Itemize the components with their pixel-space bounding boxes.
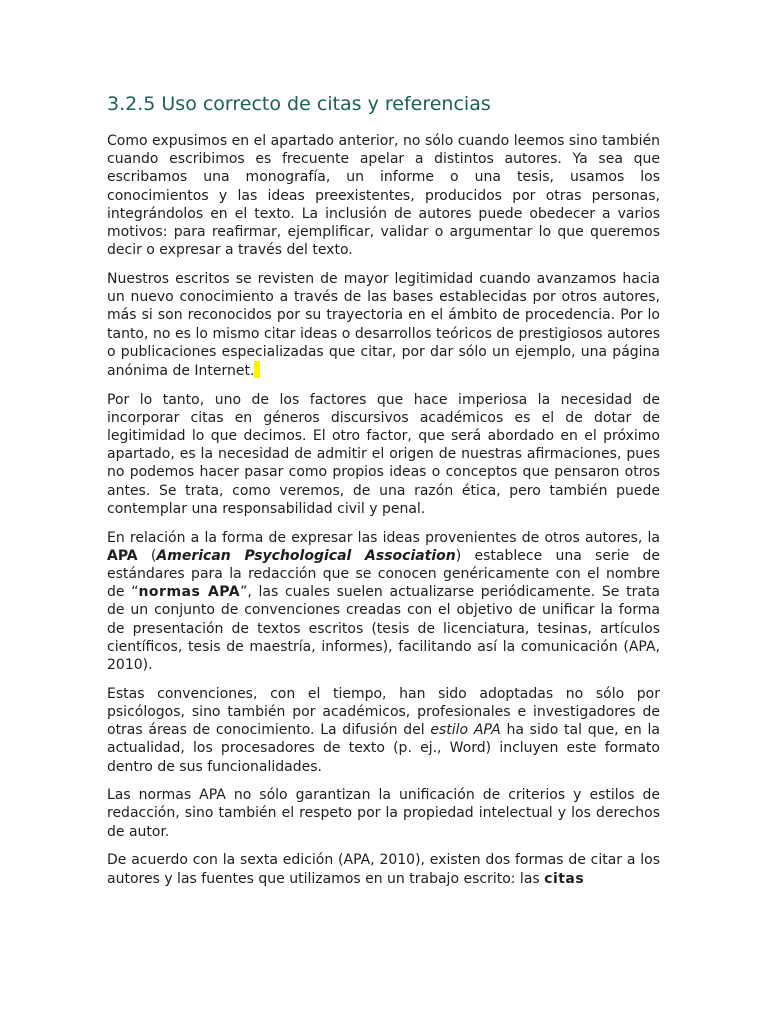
paragraph-4-text-2: ( — [137, 547, 157, 564]
paragraph-7-text-1: De acuerdo con la sexta edición (APA, 2010), existen dos formas de citar a los autores y las fuentes que utilizamos en un trabajo escrito: las — [107, 852, 660, 887]
paragraph-4 — [107, 529, 660, 675]
paragraph-7 — [107, 851, 660, 887]
paragraph-2-text: Nuestros escritos se revisten de mayor legitimidad cuando avanzamos hacia un nuevo conocimiento a través de las bases establecidas por otros autores, más si son reconocidos por su trayectoria en el ámbito de procedencia. Por lo tanto, no es lo mismo citar ideas o desarrollos teóricos de prestigiosos autores o publicaciones especializadas que citar, por dar sólo un ejemplo, una página anónima de Internet. — [107, 270, 660, 379]
normas-apa-term: normas APA — [138, 584, 241, 601]
apa-acronym: APA — [107, 547, 138, 564]
citas-term: citas — [544, 870, 585, 887]
paragraph-2 — [107, 270, 660, 380]
paragraph-4-text-3: ) establece una serie de estándares para la redacción que se conocen genéricamente con el nombre de “ — [107, 547, 660, 601]
paragraph-5-text-1: Estas convenciones, con el tiempo, han sido adoptadas no sólo por psicólogos, sino también por académicos, profesionales e investigadores de otras áreas de conocimiento. La difusión del — [107, 685, 660, 739]
section-heading: 3.2.5 Uso correcto de citas y referencias — [107, 93, 491, 115]
text-highlight-mark — [254, 361, 260, 378]
paragraph-5-text-2: ha sido tal que, en la actualidad, los procesadores de texto (p. ej., Word) incluyen este formato dentro de sus funcionalidades. — [107, 722, 660, 775]
paragraph-4-text-1: En relación a la forma de expresar las ideas provenientes de otros autores, la — [107, 529, 660, 546]
paragraph-3: Por lo tanto, uno de los factores que hace imperiosa la necesidad de incorporar citas en géneros discursivos académicos es el de dotar de legitimidad lo que decimos. El otro factor, que será abordado en el próximo apartado, es la necesidad de admitir el origen de nuestras afirmaciones, pues no podemos hacer pasar como propios ideas o conceptos que pensaron otros antes. Se trata, como veremos, de una razón ética, pero también puede contemplar una responsabilidad civil y penal. — [107, 391, 660, 517]
paragraph-6: Las normas APA no sólo garantizan la unificación de criterios y estilos de redacción, sino también el respeto por la propiedad intelectual y los derechos de autor. — [107, 787, 660, 840]
paragraph-1: Como expusimos en el apartado anterior, no sólo cuando leemos sino también cuando escribimos es frecuente apelar a distintos autores. Ya sea que escribamos una monografía, un informe o una tesis, usamos los conocimientos y las ideas preexistentes, producidos por otras personas, integrándolos en el texto. La inclusión de autores puede obedecer a varios motivos: para reafirmar, ejemplificar, validar o argumentar lo que queremos decir o expresar a través del texto. — [107, 133, 660, 259]
paragraph-4-text-4: ”, las cuales suelen actualizarse periódicamente. Se trata de un conjunto de convenciones creadas con el objetivo de unificar la forma de presentación de textos escritos (tesis de licenciatura, tesinas, artículos científicos, tesis de maestría, informes), facilitando así la comunicación (APA, 2010). — [107, 584, 661, 673]
apa-full-name: American Psychological Association — [156, 547, 456, 564]
document-page — [107, 92, 660, 898]
paragraph-5 — [107, 685, 660, 776]
estilo-apa-term: estilo APA — [430, 722, 501, 739]
